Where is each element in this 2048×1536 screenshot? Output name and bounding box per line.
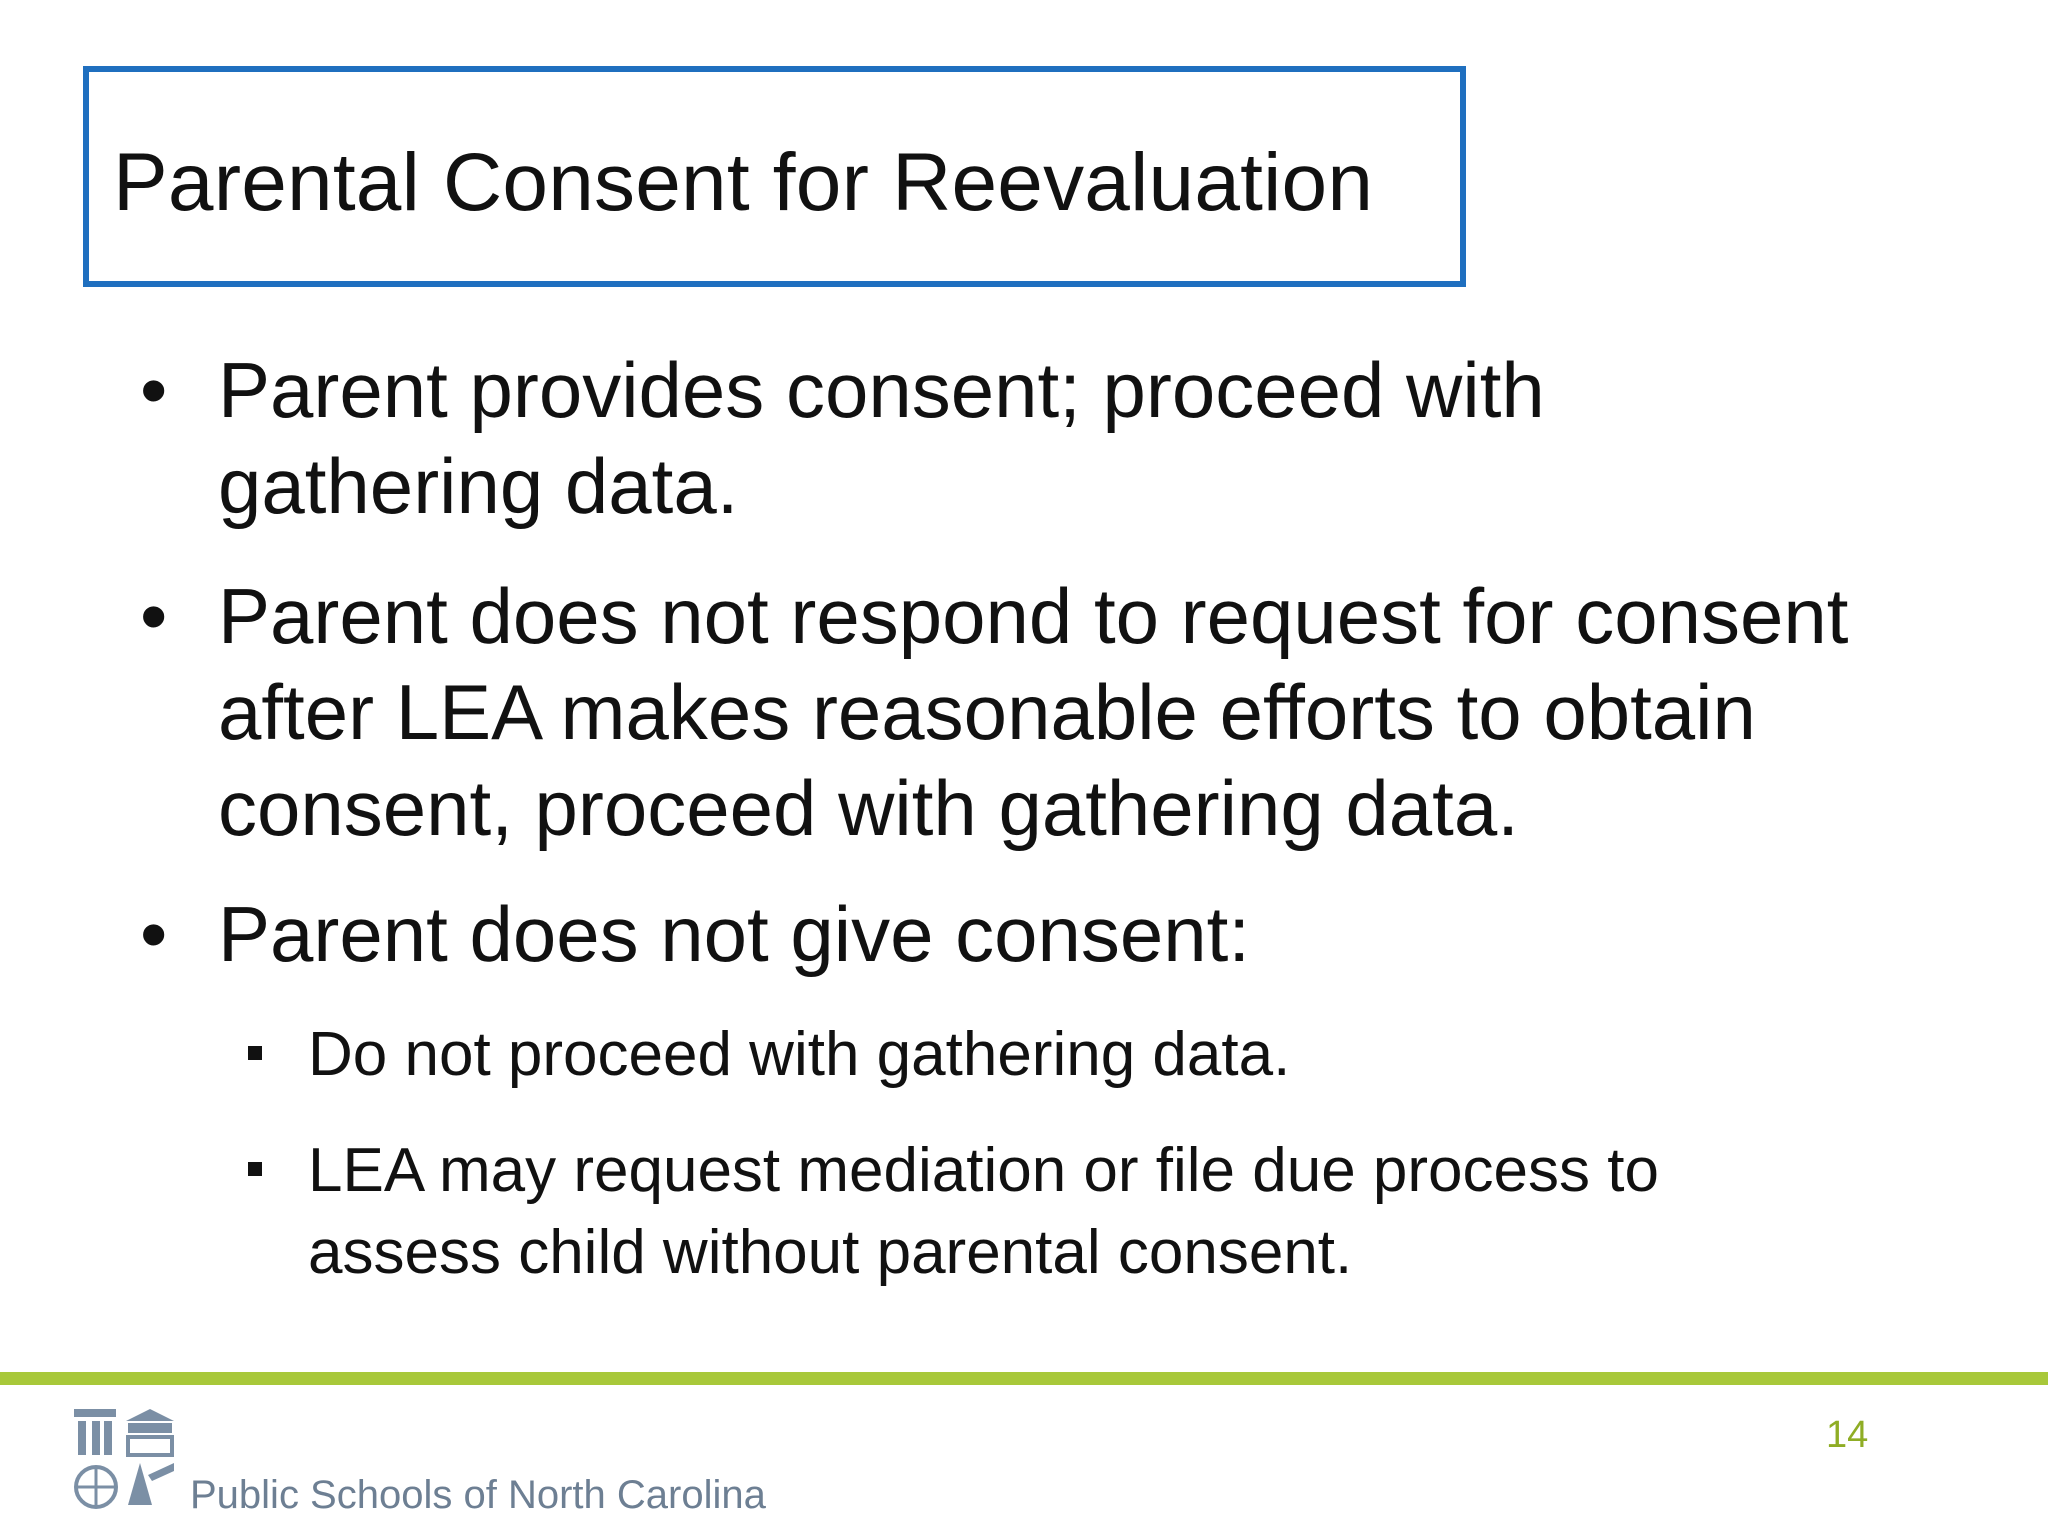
bullet-marker: • (140, 572, 168, 660)
subbullet-text: LEA may request mediation or file due process to assess child without parental consent. (308, 1136, 1659, 1287)
bullet-text: Parent provides consent; proceed with gathering data. (218, 346, 1545, 530)
bullet-marker: • (140, 890, 168, 978)
footer-logo (70, 1405, 790, 1525)
square-bullet-icon (248, 1162, 262, 1176)
footer-rule (0, 1372, 2048, 1385)
bullet-marker: • (140, 346, 168, 434)
slide-title: Parental Consent for Reevaluation (113, 137, 1374, 228)
bullet-text: Parent does not give consent: (218, 890, 1251, 978)
title-box (83, 66, 1466, 287)
page-number: 14 (1826, 1414, 1869, 1456)
bullet-text: Parent does not respond to request for consent after LEA makes reasonable efforts to obtain consent, proceed with gathering data. (218, 572, 1849, 852)
square-bullet-icon (248, 1046, 262, 1060)
org-name: Public Schools of North Carolina (190, 1473, 766, 1517)
subbullet-text: Do not proceed with gathering data. (308, 1020, 1291, 1089)
public-schools-nc-logo-icon (70, 1405, 180, 1515)
